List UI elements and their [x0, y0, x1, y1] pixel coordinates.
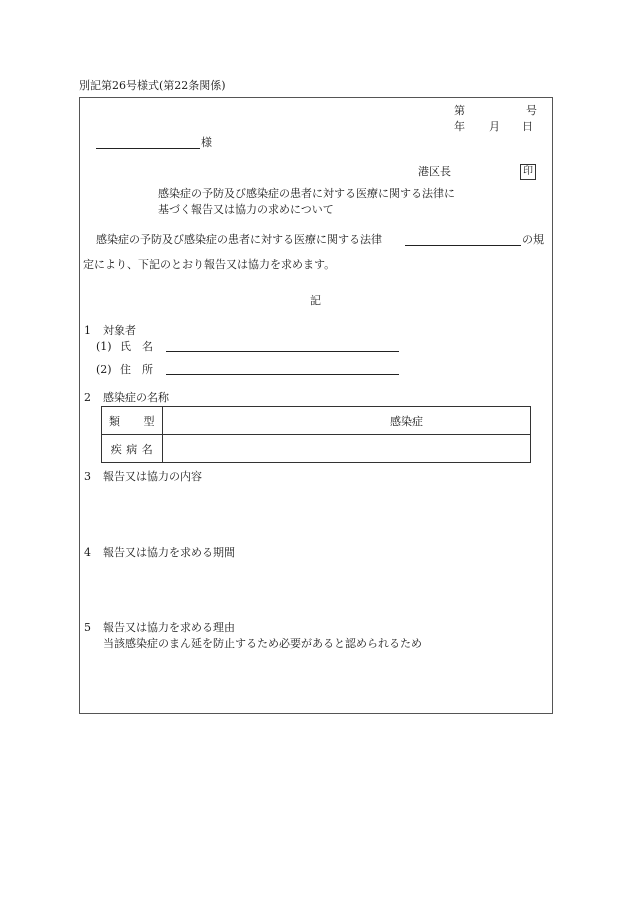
addressee-field[interactable] [96, 148, 200, 149]
seal-mark: 印 [520, 164, 536, 180]
item-1-label: 氏 名 [120, 340, 153, 353]
section-5-num: 5 [84, 621, 91, 634]
date-month: 月 [489, 120, 500, 133]
section-4-title: 報告又は協力を求める期間 [103, 546, 235, 559]
form-label: 別記第26号様式(第22条関係) [79, 79, 226, 92]
section-5-title: 報告又は協力を求める理由 [103, 621, 235, 634]
type-label: 類 型 [102, 407, 163, 435]
body-line-2: 定により、下記のとおり報告又は協力を求めます。 [83, 258, 336, 271]
name-field[interactable] [166, 351, 399, 352]
date-year: 年 [454, 120, 465, 133]
section-3-title: 報告又は協力の内容 [103, 470, 202, 483]
body-line-1: 感染症の予防及び感染症の患者に対する医療に関する法律 [96, 233, 382, 246]
number-prefix: 第 [454, 104, 465, 117]
section-3-num: 3 [84, 470, 91, 483]
disease-name-value[interactable] [163, 435, 531, 463]
item-1-num: (1) [96, 340, 112, 353]
number-suffix: 号 [526, 104, 537, 117]
address-field[interactable] [166, 374, 399, 375]
subject-line-2: 基づく報告又は協力の求めについて [158, 203, 334, 216]
type-value-cell[interactable] [163, 407, 531, 435]
section-2-num: 2 [84, 391, 91, 404]
item-2-num: (2) [96, 363, 112, 376]
section-5-text: 当該感染症のまん延を防止するため必要があると認められるため [103, 637, 422, 650]
disease-name-label: 疾 病 名 [102, 435, 163, 463]
sender-name: 港区長 [418, 165, 451, 178]
table-row [102, 407, 531, 435]
item-2-label: 住 所 [120, 363, 153, 376]
law-article-field[interactable] [405, 245, 521, 246]
subject-line-1: 感染症の予防及び感染症の患者に対する医療に関する法律に [158, 187, 455, 200]
addressee-suffix: 様 [201, 136, 212, 149]
section-4-num: 4 [84, 546, 91, 559]
section-2-title: 感染症の名称 [103, 391, 169, 404]
type-value: 感染症 [390, 414, 423, 428]
section-1-title: 対象者 [103, 324, 136, 337]
ki-heading: 記 [310, 294, 321, 307]
disease-table [101, 406, 531, 463]
section-1-num: 1 [84, 324, 91, 337]
date-day: 日 [522, 120, 533, 133]
table-row [102, 435, 531, 463]
body-line-1-end: の規 [522, 233, 544, 246]
